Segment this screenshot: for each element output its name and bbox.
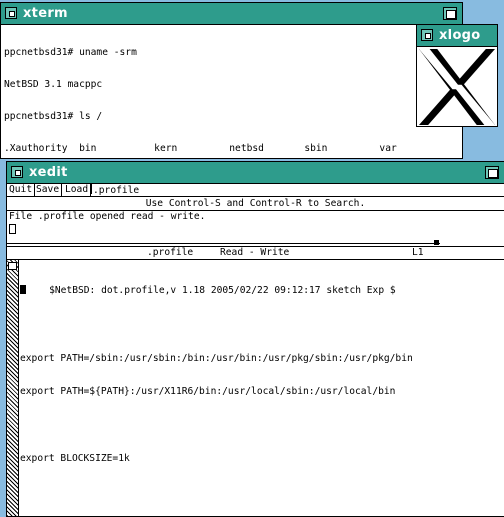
scrollbar-thumb[interactable] (8, 262, 17, 270)
xedit-titlebar[interactable] (7, 162, 504, 184)
text-line (20, 420, 504, 431)
status-bar (7, 246, 504, 260)
terminal-line: ppcnetbsd31# ls / (4, 110, 103, 122)
window-menu-icon[interactable] (421, 29, 433, 41)
xlogo-window[interactable] (416, 24, 498, 127)
status-mode: Read - Write (220, 247, 290, 258)
text-line (20, 487, 504, 498)
text-line: export BLOCKSIZE=1k (20, 453, 130, 465)
iconify-icon[interactable] (443, 7, 457, 20)
filename-input[interactable] (91, 184, 139, 197)
xlogo-titlebar[interactable] (417, 25, 497, 47)
xterm-title: xterm (23, 6, 68, 21)
filename-value: .profile (93, 185, 140, 196)
message-text: File .profile opened read - write. (9, 211, 206, 222)
vertical-scrollbar[interactable] (7, 260, 19, 516)
load-button[interactable]: Load (63, 184, 91, 197)
message-area[interactable] (7, 211, 504, 246)
file-content[interactable] (20, 263, 504, 516)
iconify-icon[interactable] (485, 166, 499, 179)
xterm-window[interactable] (0, 2, 463, 159)
text-line (20, 285, 504, 296)
xlogo-title: xlogo (439, 28, 481, 43)
xedit-button-bar (7, 184, 504, 197)
search-hint: Use Control-S and Control-R to Search. (7, 197, 504, 211)
window-menu-icon[interactable] (5, 7, 17, 19)
text-line: export PATH=/sbin:/usr/sbin:/bin:/usr/bin:/usr/pkg/sbin:/usr/pkg/bin (20, 352, 413, 364)
terminal-line: ppcnetbsd31# uname -srm (4, 47, 137, 59)
xedit-window[interactable] (6, 161, 504, 517)
xterm-titlebar[interactable] (1, 3, 462, 25)
text-line (20, 319, 504, 330)
scrollbar-handle[interactable] (434, 240, 439, 245)
horizontal-scrollbar[interactable] (7, 243, 440, 244)
terminal-line: NetBSD 3.1 macppc (4, 78, 103, 90)
status-line-number: L1 (412, 247, 424, 258)
xedit-title: xedit (29, 165, 68, 180)
quit-button[interactable]: Quit (7, 184, 35, 197)
x-logo-icon (419, 49, 495, 125)
status-filename: .profile (147, 247, 194, 258)
message-cursor (9, 224, 16, 234)
terminal-line: .Xauthority bin kern netbsd sbin var (4, 142, 397, 154)
terminal-output[interactable] (4, 27, 459, 156)
text-line: export PATH=${PATH}:/usr/X11R6/bin:/usr/local/sbin:/usr/local/bin (20, 386, 396, 398)
edit-text-area[interactable] (7, 260, 504, 516)
text-line-content: $NetBSD: dot.profile,v 1.18 2005/02/22 09:12:17 sketch Exp $ (26, 285, 396, 297)
save-button[interactable]: Save (34, 184, 62, 197)
window-menu-icon[interactable] (11, 166, 23, 178)
text-caret (91, 184, 92, 194)
